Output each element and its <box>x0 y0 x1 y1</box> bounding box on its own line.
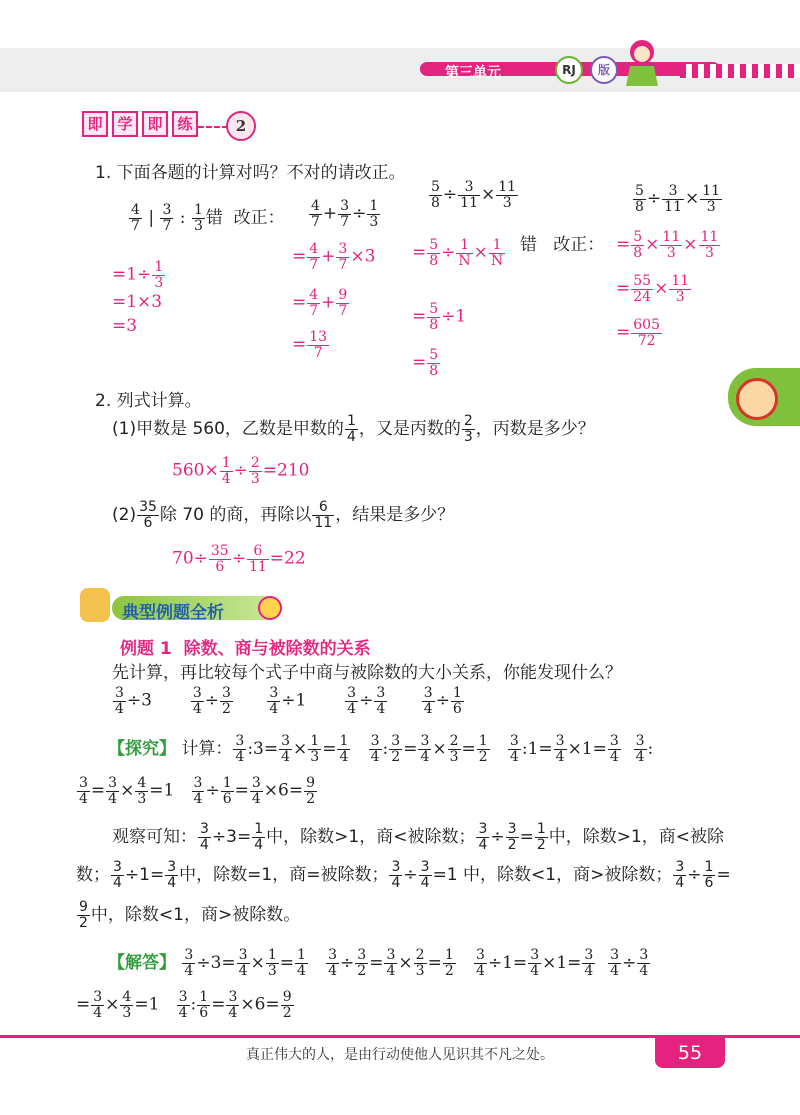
problem-d-step3: = $\frac{605}{72}$ <box>616 317 660 349</box>
example-title: 除数、商与被除数的关系 <box>183 639 371 659</box>
answer-text: 70÷ <box>172 548 208 569</box>
page-number: 55 <box>655 1038 725 1068</box>
typical-title: 典型例题全析 <box>122 603 224 623</box>
problem-b-step1: = $\frac{4}{7}$ + $\frac{3}{7}$ ×3 <box>292 241 376 273</box>
q2-part1-answer: 560× $\frac{1}{4}$ ÷ $\frac{2}{3}$ =210 <box>172 455 310 487</box>
observe-lead: 观察可知： <box>112 827 197 848</box>
banner-char: 即 <box>142 111 168 137</box>
problem-d-step1: = $\frac{5}{8}$ × $\frac{11}{3}$ × $\frac{11}{3}$ <box>616 229 719 261</box>
explore-line1: 【探究】 计算： $\frac{3}{4}$ :3= $\frac{3}{4}$ × $\frac{1}{3}$ = $\frac{1}{4}$ $\frac{3}{4}$ : $\frac{3}{2}$ = $\frac{3}{4}$ × $\frac{2}{3}$ = $\frac{1}{2}$ $\frac{3}{4}$ :1= $\frac{3}{4}$ ×1= $\frac{3}{4}$ $\frac{3}{4}$ : <box>108 733 654 765</box>
q2-part2-text: 除 70 的商，再除以 <box>159 505 312 526</box>
answer-line1: 【解答】 $\frac{3}{4}$ ÷3= $\frac{3}{4}$ × $\frac{1}{3}$ = $\frac{1}{4}$ $\frac{3}{4}$ ÷ $\frac{3}{2}$ = $\frac{3}{4}$ × $\frac{2}{3}$ = $\frac{1}{2}$ $\frac{3}{4}$ ÷1= $\frac{3}{4}$ ×1= $\frac{3}{4}$ $\frac{3}{4}$ ÷ $\frac{3}{4}$ <box>108 947 649 979</box>
unit-title: 第三单元 <box>445 65 501 81</box>
problem-c-wrong <box>520 230 604 255</box>
answer-text: =210 <box>262 460 310 481</box>
header-checker-decor <box>680 64 800 78</box>
problem-d-step2: = $\frac{55}{24}$ × $\frac{11}{3}$ <box>616 273 690 305</box>
banner-char: 即 <box>82 111 108 137</box>
wrong-mark: 错 <box>205 208 223 228</box>
explore-line2: $\frac{3}{4}$ = $\frac{3}{4}$ × $\frac{4}{3}$ =1 $\frac{3}{4}$ ÷ $\frac{1}{6}$ = $\frac{3}{4}$ ×6= $\frac{9}{2}$ <box>79 775 316 807</box>
cartoon-girl-icon <box>622 36 664 88</box>
robot-mascot-icon <box>80 588 110 622</box>
footer-motto: 真正伟大的人，是由行动使他人见识其不凡之处。 <box>246 1047 554 1063</box>
q2-part2-text: (2) <box>112 505 137 526</box>
q2-part2-text: ，结果是多少？ <box>335 505 455 526</box>
problem-d: $\frac{5}{8}$ ÷ $\frac{3}{11}$ × $\frac{11}{3}$ <box>635 183 721 215</box>
answer-tag: 【解答】 <box>108 953 176 973</box>
banner-char: 学 <box>112 111 138 137</box>
answer-line2: = $\frac{3}{4}$ × $\frac{4}{3}$ =1 $\frac{3}{4}$ : $\frac{1}{6}$ = $\frac{3}{4}$ ×6= $\frac{9}{2}$ <box>76 989 292 1021</box>
ball-icon <box>258 596 282 620</box>
problem-c-step2: = $\frac{5}{8}$ ÷1 <box>412 301 467 333</box>
fix-label: 改正： <box>233 208 285 228</box>
example-expressions: $\frac{3}{4}$ ÷3 $\frac{3}{4}$ ÷ $\frac{3}{2}$ $\frac{3}{4}$ ÷1 $\frac{3}{4}$ ÷ $\frac{3}{4}$ $\frac{3}{4}$ ÷ $\frac{1}{6}$ <box>115 685 462 717</box>
edition-badge: 版 <box>590 56 618 84</box>
rj-badge: RJ <box>555 56 583 84</box>
q2-part1-text: ，又是丙数的 <box>358 419 461 440</box>
problem-b-step2: = $\frac{4}{7}$ + $\frac{9}{7}$ <box>292 287 348 319</box>
observe-line3: $\frac{9}{2}$ 中，除数<1，商>被除数。 <box>79 899 301 931</box>
answer-text: 560× <box>172 460 219 481</box>
example-label: 例题 1 <box>120 639 172 659</box>
example-heading <box>120 634 371 659</box>
banner-dash <box>198 126 228 128</box>
problem-c-step3: = $\frac{5}{8}$ <box>412 347 439 379</box>
wrong-mark: 错 <box>520 235 537 255</box>
q2-prompt: 2. 列式计算。 <box>95 391 202 411</box>
problem-c: $\frac{5}{8}$ ÷ $\frac{3}{11}$ × $\frac{11}{3}$ <box>431 179 517 211</box>
q2-part1: (1)甲数是 560，乙数是甲数的 $\frac{1}{4}$ ，又是丙数的 $\frac{2}{3}$ ，丙数是多少？ <box>112 413 595 445</box>
q2-part2-answer: 70÷ $\frac{35}{6}$ ÷ $\frac{6}{11}$ =22 <box>172 543 306 575</box>
explore-lead: 计算： <box>181 739 233 759</box>
problem-c-step1: = $\frac{5}{8}$ ÷ $\frac{1}{N}$ × $\frac{1}{N}$ <box>412 237 504 269</box>
answer-text: =22 <box>269 548 306 569</box>
problem-a: $\frac{4}{7}$ | $\frac{3}{7}$ : $\frac{1}{3}$ 错 改正： <box>131 202 285 234</box>
q1-prompt: 1. 下面各题的计算对吗？不对的请改正。 <box>95 163 406 183</box>
q2-part1-text: (1)甲数是 560，乙数是甲数的 <box>112 419 344 440</box>
problem-b-step3: = $\frac{13}{7}$ <box>292 329 328 361</box>
problem-a-step3: =3 <box>112 316 138 336</box>
problem-a-step2: =1×3 <box>112 292 163 312</box>
section-banner <box>82 111 202 137</box>
q2-part2: (2) $\frac{35}{6}$ 除 70 的商，再除以 $\frac{6}{11}$ ，结果是多少？ <box>112 499 455 531</box>
explore-tag: 【探究】 <box>108 739 176 759</box>
q2-part1-text: ，丙数是多少？ <box>475 419 595 440</box>
problem-b: $\frac{4}{7}$ + $\frac{3}{7}$ ÷ $\frac{1}{3}$ <box>311 198 379 230</box>
banner-char: 练 <box>172 111 198 137</box>
example-prompt: 先计算，再比较每个式子中商与被除数的大小关系，你能发现什么？ <box>112 663 622 683</box>
fox-face-icon <box>736 378 778 420</box>
observe-line2: 数； $\frac{3}{4}$ ÷1= $\frac{3}{4}$ 中，除数=1，商=被除数； $\frac{3}{4}$ ÷ $\frac{3}{4}$ =1 中，除数<1，商>被除数； $\frac{3}{4}$ ÷ $\frac{1}{6}$ = <box>76 859 731 891</box>
section-number: 2 <box>226 111 256 141</box>
problem-a-step1: =1÷ $\frac{1}{3}$ <box>112 259 164 291</box>
fix-label: 改正： <box>553 235 605 255</box>
observe-line1: 观察可知： $\frac{3}{4}$ ÷3= $\frac{1}{4}$ 中，除数>1，商<被除数； $\frac{3}{4}$ ÷ $\frac{3}{2}$ = $\frac{1}{2}$ 中，除数>1，商<被除 <box>112 821 725 853</box>
